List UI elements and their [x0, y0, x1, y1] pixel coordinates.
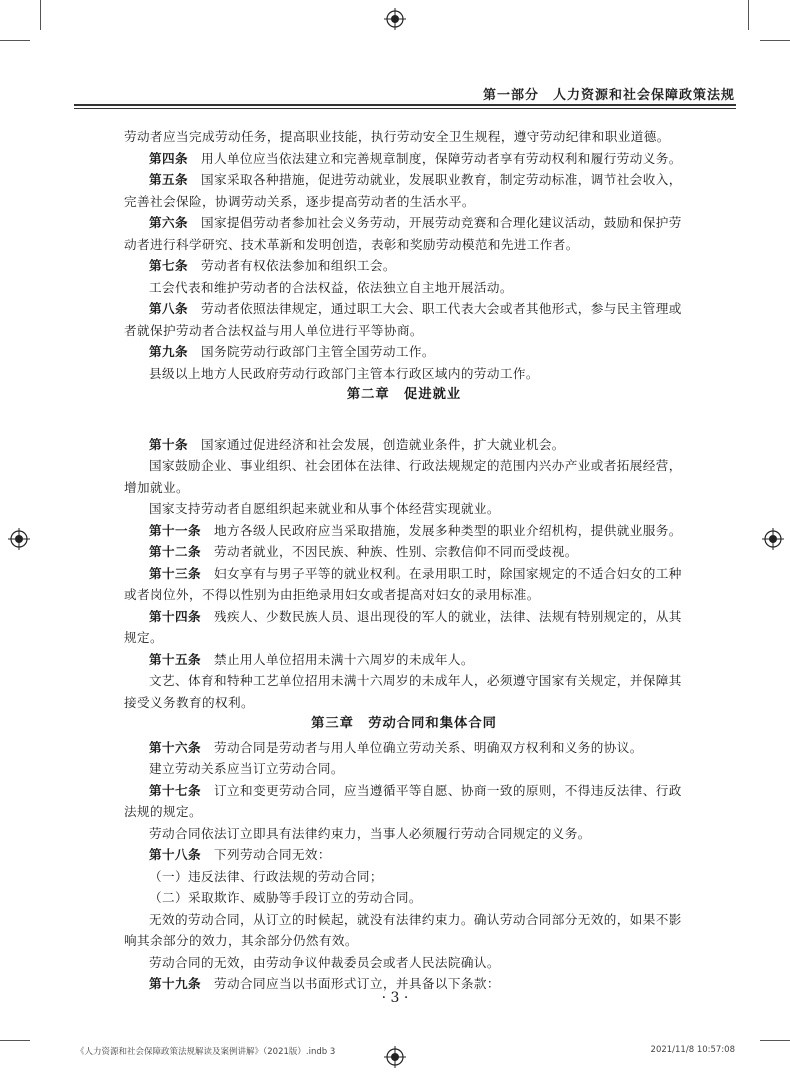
paragraph-text: 劳动合同是劳动者与用人单位确立劳动关系、明确双方权利和义务的协议。: [200, 739, 643, 755]
paragraph: [124, 255, 684, 277]
crop-mark: [748, 0, 749, 30]
header-rule: [74, 108, 736, 109]
paragraph: [124, 758, 684, 780]
paragraph-text: 劳动者就业，不因民族、种族、性别、宗教信仰不同而受歧视。: [200, 544, 578, 559]
paragraph: [124, 670, 684, 713]
registration-mark-right: [762, 528, 784, 550]
paragraph: [124, 780, 684, 823]
page-body: [124, 126, 684, 995]
crop-mark: [760, 40, 790, 41]
paragraph: [124, 148, 684, 170]
paragraph-text: 劳动合同的无效，由劳动争议仲裁委员会或者人民法院确认。: [149, 954, 500, 970]
paragraph-text: 国家采取各种措施，促进劳动就业，发展职业教育，制定劳动标准，调节社会收入，完善社会保险，协调劳动关系，逐步提高劳动者的生活水平。: [124, 172, 682, 209]
paragraph-text: 劳动者应当完成劳动任务，提高职业技能，执行劳动安全卫生规程，遵守劳动纪律和职业道德。: [124, 129, 670, 144]
article-number: 第十八条: [149, 847, 201, 862]
paragraph: [124, 455, 684, 498]
paragraph: [124, 498, 684, 520]
paragraph-text: 订立和变更劳动合同，应当遵循平等自愿、协商一致的原则，不得违反法律、行政法规的规定。: [124, 782, 682, 819]
paragraph: [124, 737, 684, 759]
paragraph: [124, 606, 684, 649]
article-number: 第十七条: [149, 782, 201, 798]
paragraph: [124, 563, 684, 606]
article-number: 第十二条: [149, 544, 201, 559]
chapter-heading: 第三章 劳动合同和集体合同: [311, 716, 497, 731]
paragraph: [124, 844, 684, 866]
paragraph-text: （二）采取欺诈、威胁等手段订立的劳动合同。: [149, 890, 422, 905]
paragraph: [124, 520, 684, 542]
paragraph-text: 工会代表和维护劳动者的合法权益，依法独立自主地开展活动。: [149, 279, 513, 295]
paragraph-text: 县级以上地方人民政府劳动行政部门主管本行政区域内的劳动工作。: [149, 365, 539, 381]
paragraph: [124, 126, 684, 148]
article-number: 第十九条: [149, 976, 201, 991]
paragraph: [124, 866, 684, 888]
article-number: 第十五条: [149, 651, 201, 667]
paragraph: [124, 341, 684, 363]
crop-mark: [0, 40, 30, 41]
article-number: 第五条: [149, 172, 188, 187]
paragraph: [124, 298, 684, 341]
paragraph: [124, 277, 684, 299]
article-number: 第十四条: [149, 608, 201, 624]
paragraph: [124, 649, 684, 671]
paragraph-text: 下列劳动合同无效：: [200, 847, 331, 862]
paragraph: [124, 212, 684, 255]
paragraph-text: 劳动合同依法订立即具有法律约束力，当事人必须履行劳动合同规定的义务。: [149, 825, 591, 841]
paragraph: [124, 434, 684, 456]
registration-mark-left: [8, 528, 30, 550]
paragraph: [124, 541, 684, 563]
crop-mark: [40, 0, 41, 30]
paragraph-text: 建立劳动关系应当订立劳动合同。: [149, 761, 344, 776]
paragraph-text: 残疾人、少数民族人员、退出现役的军人的就业，法律、法规有特别规定的，从其规定。: [124, 608, 682, 645]
paragraph-text: 劳动者有权依法参加和组织工会。: [187, 258, 396, 273]
spacer: [124, 406, 684, 434]
article-number: 第十三条: [149, 565, 201, 581]
footer-file-info: 《人力资源和社会保障政策法规解读及案例讲解》（2021版）.indb 3: [76, 1047, 336, 1057]
paragraph-text: 地方各级人民政府应当采取措施，发展多种类型的职业介绍机构，提供就业服务。: [200, 522, 682, 538]
article-number: 第八条: [149, 301, 188, 316]
article-number: 第四条: [149, 150, 188, 166]
paragraph: [124, 909, 684, 952]
paragraph-text: 劳动者依照法律规定，通过职工大会、职工代表大会或者其他形式，参与民主管理或者就保护劳动者合法权益与用人单位进行平等协商。: [124, 301, 682, 338]
paragraph-text: 妇女享有与男子平等的就业权利。在录用职工时，除国家规定的不适合妇女的工种或者岗位外，不得以性别为由拒绝录用妇女或者提高对妇女的录用标准。: [124, 565, 682, 602]
paragraph-text: 国家鼓励企业、事业组织、社会团体在法律、行政法规规定的范围内兴办产业或者拓展经营，增加就业。: [124, 458, 682, 495]
article-number: 第七条: [149, 258, 188, 273]
registration-mark-top: [384, 8, 406, 30]
article-number: 第十六条: [149, 739, 201, 755]
running-header: 第一部分 人力资源和社会保障政策法规: [482, 88, 735, 103]
paragraph-text: 用人单位应当依法建立和完善规章制度，保障劳动者享有劳动权利和履行劳动义务。: [187, 150, 682, 166]
header-rule: [74, 104, 736, 106]
article-number: 第六条: [149, 215, 188, 230]
paragraph: [124, 887, 684, 909]
paragraph-text: 劳动合同应当以书面形式订立，并具备以下条款：: [200, 976, 500, 991]
registration-mark-bottom: [384, 1046, 406, 1068]
paragraph: [124, 169, 684, 212]
paragraph: [124, 823, 684, 845]
crop-mark: [0, 1040, 30, 1041]
paragraph-text: 国务院劳动行政部门主管全国劳动工作。: [187, 344, 435, 359]
paragraph-text: （一）违反法律、行政法规的劳动合同；: [149, 868, 383, 884]
article-number: 第九条: [149, 344, 188, 359]
paragraph-text: 无效的劳动合同，从订立的时候起，就没有法律约束力。确认劳动合同部分无效的，如果不影响其余部分的效力，其余部分仍然有效。: [124, 911, 682, 948]
paragraph: [124, 363, 684, 385]
paragraph-text: 禁止用人单位招用未满十六周岁的未成年人。: [200, 651, 474, 667]
paragraph: [124, 952, 684, 974]
paragraph-text: 国家支持劳动者自愿组织起来就业和从事个体经营实现就业。: [149, 501, 500, 516]
footer-timestamp: 2021/11/8 10:57:08: [650, 1045, 735, 1055]
page-number: · 3 ·: [381, 990, 409, 1006]
article-number: 第十条: [149, 436, 188, 452]
paragraph-text: 国家提倡劳动者参加社会义务劳动，开展劳动竞赛和合理化建议活动，鼓励和保护劳动者进行科学研究、技术革新和发明创造，表彰和奖励劳动模范和先进工作者。: [124, 215, 682, 252]
paragraph-text: 国家通过促进经济和社会发展，创造就业条件，扩大就业机会。: [187, 436, 565, 452]
crop-mark: [760, 1040, 790, 1041]
article-number: 第十一条: [149, 522, 201, 538]
paragraph-text: 文艺、体育和特种工艺单位招用未满十六周岁的未成年人，必须遵守国家有关规定，并保障其接受义务教育的权利。: [124, 673, 682, 710]
chapter-heading: 第二章 促进就业: [346, 387, 462, 402]
